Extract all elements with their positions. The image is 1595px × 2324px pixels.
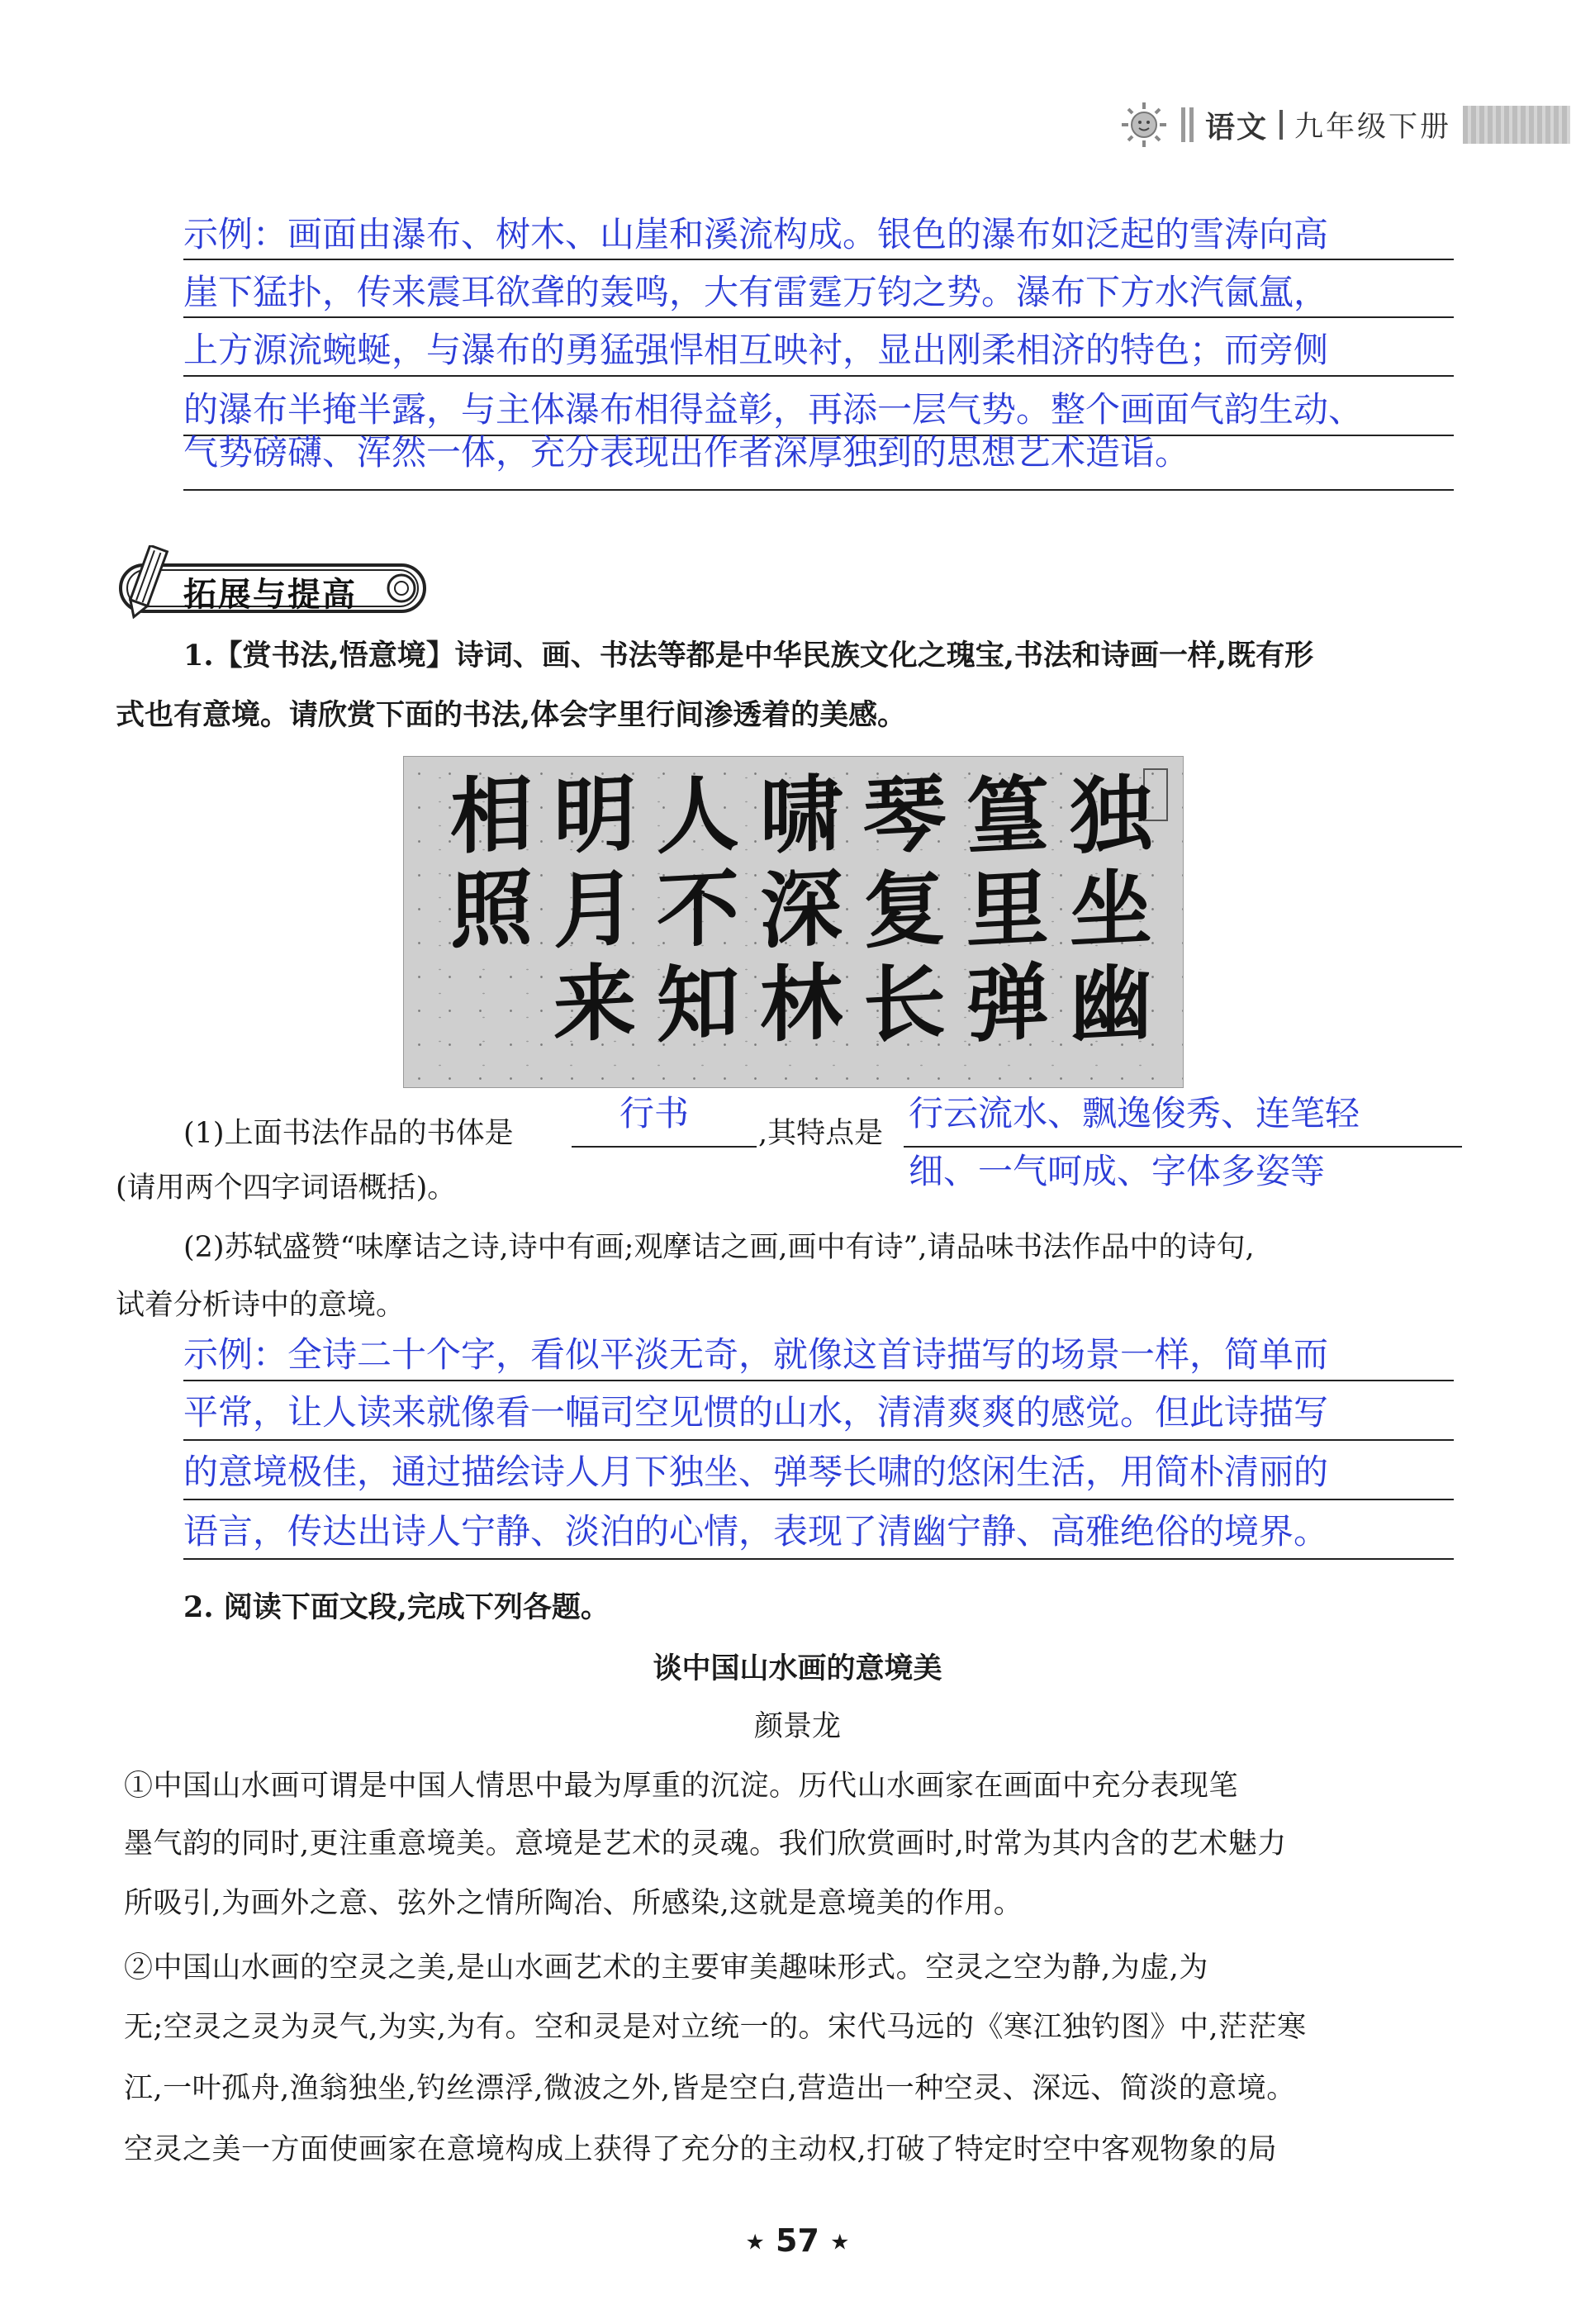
calligraphy-column: 篁里弹 xyxy=(952,768,1050,1057)
answer-rule xyxy=(183,489,1454,491)
answer-rule xyxy=(183,316,1454,318)
answer-rule xyxy=(183,1558,1454,1560)
calligraphy-column: 啸深林 xyxy=(746,768,843,1057)
answer-rule xyxy=(183,375,1454,377)
answer-rule xyxy=(183,1439,1454,1441)
page-number: ★ 57 ★ xyxy=(745,2222,850,2259)
answer-line: 平常，让人读来就像看一幅司空见惯的山水，清清爽爽的感觉。但此诗描写 xyxy=(183,1392,1329,1433)
calligraphy-artwork xyxy=(403,756,1184,1088)
question1-intro-line1: 1.【赏书法,悟意境】诗词、画、书法等都是中华民族文化之瑰宝,书法和诗画一样,既有形 xyxy=(183,639,1314,672)
q1-sub1-answer-features-cont: 细、一气呵成、字体多姿等 xyxy=(909,1151,1326,1191)
passage-line: ②中国山水画的空灵之美,是山水画艺术的主要审美趣味形式。空灵之空为静,为虚,为 xyxy=(124,1951,1208,1984)
header-divider-bars xyxy=(1181,107,1194,142)
q1-sub1-answer-features: 行云流水、飘逸俊秀、连笔轻 xyxy=(909,1093,1360,1133)
calligraphy-column: 相照 xyxy=(436,768,534,963)
answer-line: 示例：全诗二十个字，看似平淡无奇，就像这首诗描写的场景一样，简单而 xyxy=(183,1334,1329,1375)
passage-line: 空灵之美一方面使画家在意境构成上获得了充分的主动权,打破了特定时空中客观物象的局 xyxy=(124,2133,1278,2166)
q1-sub1-answer-style: 行书 xyxy=(619,1093,690,1133)
sun-mascot-icon xyxy=(1118,99,1170,150)
answer-line: 语言，传达出诗人宁静、淡泊的心情，表现了清幽宁静、高雅绝俗的境界。 xyxy=(183,1511,1329,1552)
q1-sub1-middle: ,其特点是 xyxy=(758,1117,884,1150)
header-grade: 九年级下册 xyxy=(1294,111,1451,144)
q1-sub2-line1: (2)苏轼盛赞“味摩诘之诗,诗中有画;观摩诘之画,画中有诗”,请品味书法作品中的诗句, xyxy=(183,1231,1255,1264)
passage-line: ①中国山水画可谓是中国人情思中最为厚重的沉淀。历代山水画家在画面中充分表现笔 xyxy=(124,1770,1239,1803)
calligraphy-column: 琴复长 xyxy=(849,768,947,1057)
article-title: 谈中国山水画的意境美 xyxy=(653,1652,942,1685)
answer-line: 气势磅礴、浑然一体，充分表现出作者深厚独到的思想艺术造诣。 xyxy=(183,432,1190,473)
answer-line: 崖下猛扑，传来震耳欲聋的轰鸣，大有雷霆万钧之势。瀑布下方水汽氤氲， xyxy=(183,272,1329,312)
calligraphy-column: 人不知 xyxy=(643,768,740,1057)
passage-line: 无;空灵之灵为灵气,为实,为有。空和灵是对立统一的。宋代马远的《寒江独钓图》中,茫茫寒 xyxy=(124,2011,1307,2044)
header-decor-strip xyxy=(1463,106,1570,144)
answer-blank xyxy=(572,1146,757,1148)
star-icon: ★ xyxy=(830,2230,850,2255)
section-banner xyxy=(116,545,439,621)
calligraphy-column: 明月来 xyxy=(539,768,637,1057)
calligraphy-column: 独坐幽 xyxy=(1056,768,1153,1057)
header-subject: 语文 xyxy=(1204,110,1268,145)
answer-line: 的瀑布半掩半露，与主体瀑布相得益彰，再添一层气势。整个画面气韵生动、 xyxy=(183,389,1364,430)
answer-rule xyxy=(183,1499,1454,1500)
answer-line: 示例：画面由瀑布、树木、山崖和溪流构成。银色的瀑布如泛起的雪涛向高 xyxy=(183,214,1329,254)
answer-rule xyxy=(183,259,1454,260)
q1-sub1-suffix: (请用两个四字词语概括)。 xyxy=(116,1172,457,1205)
star-icon: ★ xyxy=(745,2230,765,2255)
answer-rule xyxy=(183,1380,1454,1381)
header-separator xyxy=(1279,110,1283,140)
question1-intro-line2: 式也有意境。请欣赏下面的书法,体会字里行间渗透着的美感。 xyxy=(116,698,907,732)
page-header xyxy=(1118,89,1570,160)
section-title: 拓展与提高 xyxy=(183,576,357,614)
passage-line: 所吸引,为画外之意、弦外之情所陶冶、所感染,这就是意境美的作用。 xyxy=(124,1887,1023,1920)
article-author: 颜景龙 xyxy=(753,1710,841,1743)
answer-line: 上方源流蜿蜒，与瀑布的勇猛强悍相互映衬，显出刚柔相济的特色；而旁侧 xyxy=(183,330,1329,370)
passage-line: 墨气韵的同时,更注重意境美。意境是艺术的灵魂。我们欣赏画时,时常为其内含的艺术魅力 xyxy=(124,1827,1287,1861)
q1-sub2-line2: 试着分析诗中的意境。 xyxy=(116,1289,406,1322)
question2-intro: 2. 阅读下面文段,完成下列各题。 xyxy=(183,1590,610,1624)
passage-line: 江,一叶孤舟,渔翁独坐,钓丝漂浮,微波之外,皆是空白,营造出一种空灵、深远、简淡的意境。 xyxy=(124,2072,1296,2105)
q1-sub1-prefix: (1)上面书法作品的书体是 xyxy=(183,1117,514,1150)
answer-line: 的意境极佳，通过描绘诗人月下独坐、弹琴长啸的悠闲生活，用简朴清丽的 xyxy=(183,1452,1329,1492)
